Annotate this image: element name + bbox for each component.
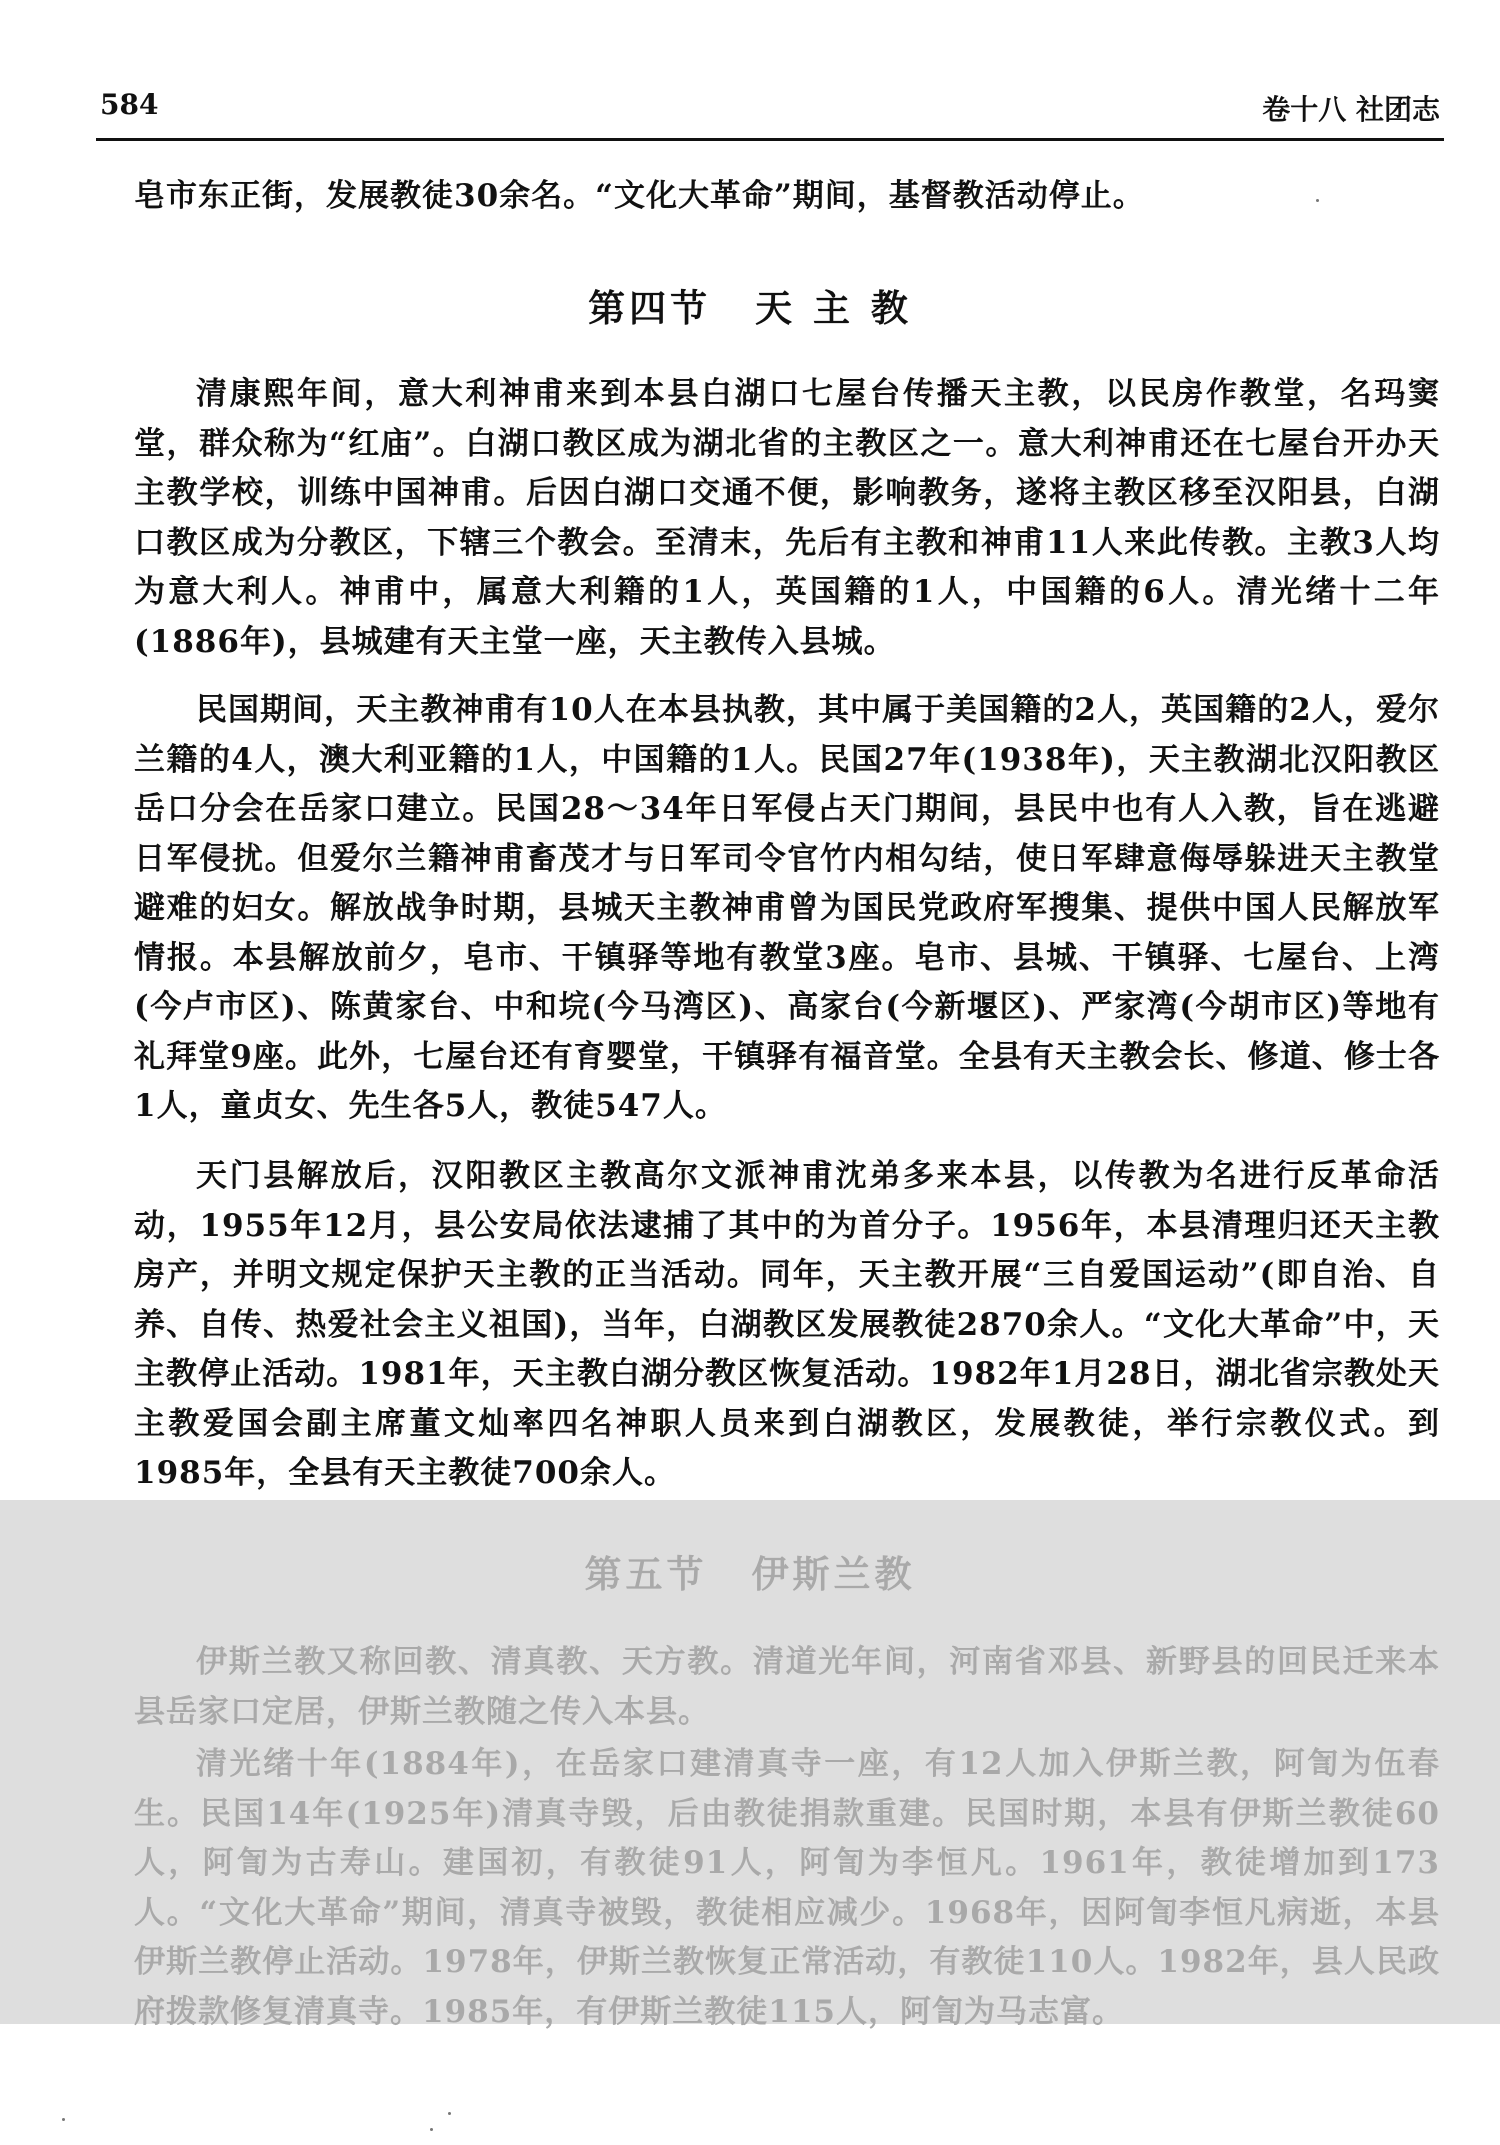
section-4-paragraph-1: 清康熙年间，意大利神甫来到本县白湖口七屋台传播天主教，以民房作教堂，名玛窦堂，群众称为“红庙”。白湖口教区成为湖北省的主教区之一。意大利神甫还在七屋台开办天主教学校，训练中国神甫。后因白湖口交通不便，影响教务，遂将主教区移至汉阳县，白湖口教区成为分教区，下辖三个教会。至清末，先后有主教和神甫11人来此传教。主教3人均为意大利人。神甫中，属意大利籍的1人，英国籍的1人，中国籍的6人。清光绪十二年(1886年)，县城建有天主堂一座，天主教传入县城。 <box>134 376 1440 660</box>
section-5-number: 第五节 <box>584 1552 708 1596</box>
header-rule <box>96 138 1444 141</box>
running-title: 卷十八 社团志 <box>1262 93 1440 126</box>
page-header <box>100 88 1440 128</box>
scan-speck <box>430 2128 433 2131</box>
scan-speck <box>1316 199 1319 202</box>
section-4-paragraph-3: 天门县解放后，汉阳教区主教高尔文派神甫沈弟多来本县，以传教为名进行反革命活动，1955年12月，县公安局依法逮捕了其中的为首分子。1956年，本县清理归还天主教房产，并明文规定保护天主教的正当活动。同年，天主教开展“三自爱国运动”(即自治、自养、自传、热爱社会主义祖国)，当年，白湖教区发展教徒2870余人。“文化大革命”中，天主教停止活动。1981年，天主教白湖分教区恢复活动。1982年1月28日，湖北省宗教处天主教爱国会副主席董文灿率四名神职人员来到白湖教区，发展教徒，举行宗教仪式。到1985年，全县有天主教徒700余人。 <box>134 1158 1440 1491</box>
scan-speck <box>62 2118 65 2121</box>
section-5-title <box>0 1544 1500 1598</box>
section-5-name: 伊斯兰教 <box>751 1552 916 1596</box>
scan-speck <box>448 2112 451 2115</box>
continuation-paragraph: 皂市东正街，发展教徒30余名。“文化大革命”期间，基督教活动停止。 <box>134 178 1145 214</box>
section-4-number: 第四节 <box>588 286 712 330</box>
page-number: 584 <box>100 88 159 121</box>
section-4-paragraph-2: 民国期间，天主教神甫有10人在本县执教，其中属于美国籍的2人，英国籍的2人，爱尔兰籍的4人，澳大利亚籍的1人，中国籍的1人。民国27年(1938年)，天主教湖北汉阳教区岳口分会在岳家口建立。民国28～34年日军侵占天门期间，县民中也有人入教，旨在逃避日军侵扰。但爱尔兰籍神甫畜茂才与日军司令官竹内相勾结，使日军肆意侮辱躲进天主教堂避难的妇女。解放战争时期，县城天主教神甫曾为国民党政府军搜集、提供中国人民解放军情报。本县解放前夕，皂市、干镇驿等地有教堂3座。皂市、县城、干镇驿、七屋台、上湾(今卢市区)、陈黄家台、中和垸(今马湾区)、高家台(今新堰区)、严家湾(今胡市区)等地有礼拜堂9座。此外，七屋台还有育婴堂，干镇驿有福音堂。全县有天主教会长、修道、修士各1人，童贞女、先生各5人，教徒547人。 <box>134 692 1440 1124</box>
section-4-name: 天 主 教 <box>755 286 912 330</box>
section-4-title <box>0 278 1500 332</box>
section-5-paragraph-1: 伊斯兰教又称回教、清真教、天方教。清道光年间，河南省邓县、新野县的回民迁来本县岳家口定居，伊斯兰教随之传入本县。 <box>134 1644 1440 1730</box>
section-5-paragraph-2: 清光绪十年(1884年)，在岳家口建清真寺一座，有12人加入伊斯兰教，阿訇为伍春生。民国14年(1925年)清真寺毁，后由教徒捐款重建。民国时期，本县有伊斯兰教徒60人，阿訇为古寿山。建国初，有教徒91人，阿訇为李恒凡。1961年，教徒增加到173人。“文化大革命”期间，清真寺被毁，教徒相应减少。1968年，因阿訇李恒凡病逝，本县伊斯兰教停止活动。1978年，伊斯兰教恢复正常活动，有教徒110人。1982年，县人民政府拨款修复清真寺。1985年，有伊斯兰教徒115人，阿訇为马志富。 <box>134 1746 1440 2030</box>
